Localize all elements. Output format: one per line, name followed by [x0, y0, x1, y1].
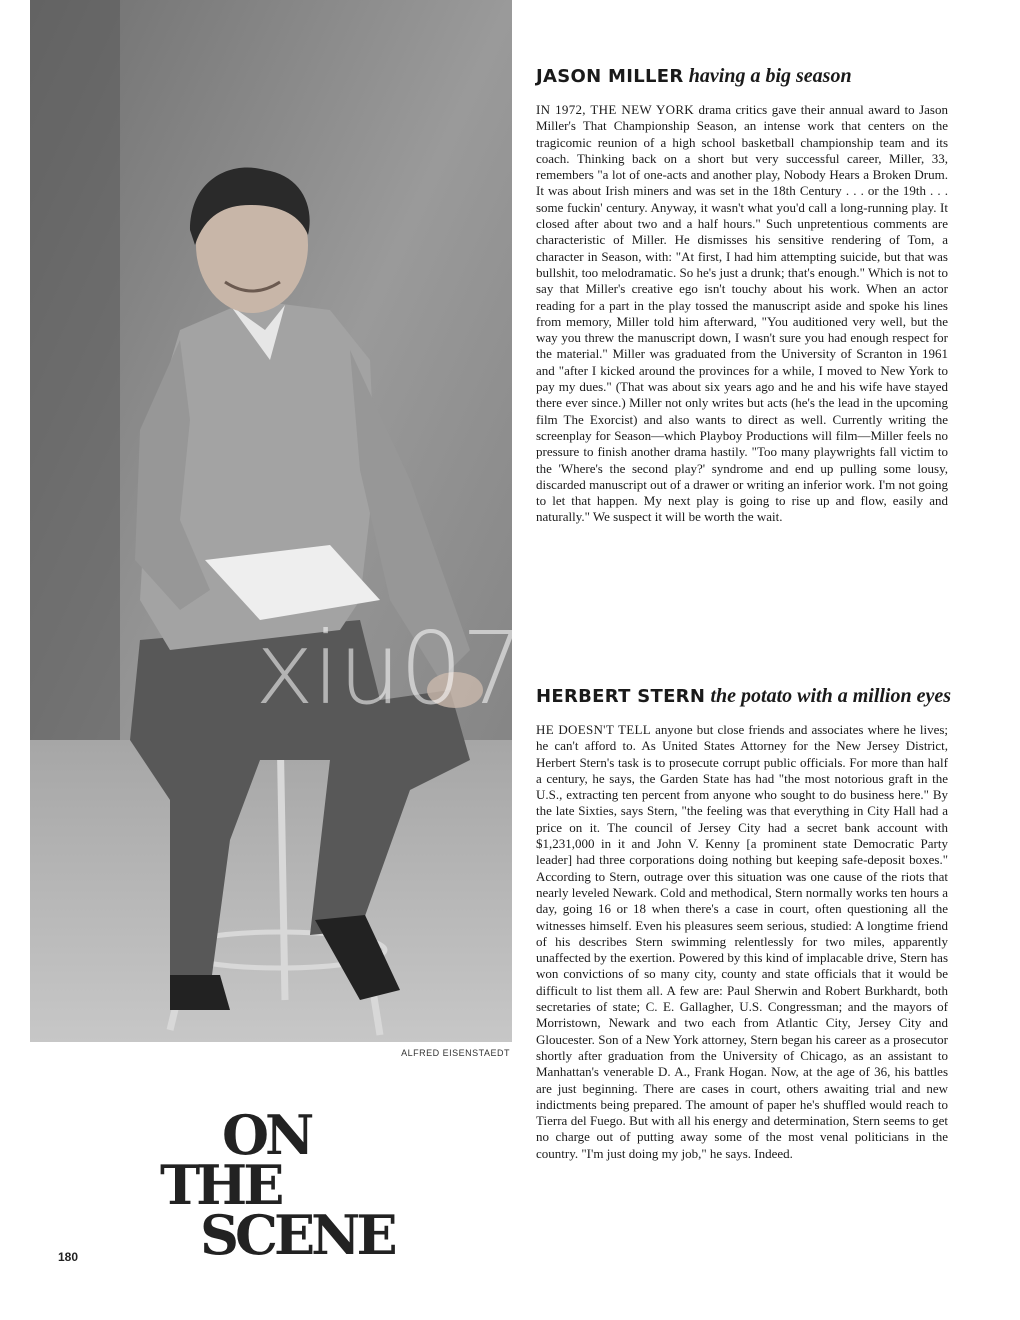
- article-headline: [536, 682, 952, 710]
- article-herbert-stern: [536, 682, 952, 1162]
- article-headline: [536, 62, 948, 90]
- on-the-scene-logo: [160, 1103, 450, 1268]
- article-jason-miller: [536, 62, 948, 526]
- article-name: JASON MILLER: [536, 66, 684, 87]
- watermark-text: xiu07: [255, 610, 523, 727]
- logo-line-1: ON: [222, 1103, 311, 1167]
- article-body: [536, 102, 948, 526]
- logo-line-2: THE: [160, 1153, 281, 1217]
- article-text: anyone but close friends and associates where he lives; he can't afford to. As United States Attorney for the New Jersey District, Herbert Stern's task is to prosecute corrupt public officials. For more than half a century, he says, the Garden State has had "the most notorious graft in the U.S., extracting ten percent from anyone who sought to do business here." By the late Sixties, says Stern, "the feeling was that everything in City Hall had a price on it. The council of Jersey City had a secret bank account with $1,231,000 in it and John V. Kenny [a prominent state Democratic Party leader] had three corporations doing nothing but keeping safe-deposit boxes." According to Stern, outrage over this situation was one cause of the riots that nearly leveled Newark. Cold and methodical, Stern normally works ten hours a day, going 16 or 18 when there's a case in court, often questioning all the witnesses himself. Even his pleasures seem serious, studied: A longtime friend of his describes Stern swimming relentlessly for two miles, apparently unaffected by the exertion. Powered by this kind of implacable drive, Stern has won convictions of so many city, county and state officials that it would be difficult to list them all. A few are: Paul Sherwin and Robert Burkhardt, both secretaries of state; C. E. Gallagher, U.S. Congressman; and the mayors of Morristown, Newark and two each from Atlantic City, Jersey City and Gloucester. Son of a New York attorney, Stern began his career as a prosecutor shortly after graduation from the University of Chicago, as an assistant to Manhattan's venerable D. A., Frank Hogan. Now, at the age of 36, his battles are just beginning. There are cases in court, others awaiting trial and new indictments being prepared. The amount of paper he's shuffled would reach to Tierra del Fuego. But with all his energy and determination, Stern seems to get no charge out of putting away some of the most venal politicians in the country. "I'm just doing my job," he says. Indeed.: [536, 722, 949, 1161]
- article-tagline: having a big season: [688, 65, 852, 87]
- article-name: HERBERT STERN: [536, 686, 706, 707]
- portrait-photo: [30, 0, 512, 1042]
- article-tagline: the potato with a million eyes: [710, 685, 952, 707]
- article-body: [536, 722, 948, 1162]
- photo-credit: ALFRED EISENSTAEDT: [401, 1048, 510, 1058]
- article-lead-in: IN 1972, THE NEW YORK: [536, 102, 694, 117]
- article-lead-in: HE DOESN'T TELL: [536, 722, 651, 737]
- logo-line-3: SCENE: [200, 1203, 394, 1267]
- article-text: drama critics gave their annual award to Jason Miller's That Championship Season, an intense work that centers on the tragicomic reunion of a high school basketball championship team and its coach. Thinking back on a short but very successful career, Miller, 33, remembers "a lot of one-acts and another play, Nobody Hears a Broken Drum. It was about Irish miners and was set in the 18th Century . . . or the 19th . . . some fuckin' century. Anyway, it wasn't what you'd call a long-running play. It closed after about two and a half hours." Such unpretentious comments are characteristic of Miller. He dismisses his sensitive rendering of Tom, a character in Season, with: "At first, I had him attempting suicide, but that was bullshit, too melodramatic. So he's just a drunk; that's enough." Which is not to say that Miller's creative ego isn't touchy about his work. When an actor reading for a part in the play tossed the manuscript aside and spoke his lines from memory, Miller told him afterward, "You auditioned very well, but the way you threw the manuscript down, I wasn't sure you had enough respect for the material." Miller was graduated from the University of Scranton in 1961 and "after I kicked around the provinces for a while, I moved to New York to pay my dues." (That was about six years ago and he and his wife have stayed there ever since.) Miller not only writes but acts (he's the lead in the upcoming film The Exorcist) and also wants to direct as well. Currently writing the screenplay for Season—which Playboy Productions will film—Miller feels no pressure to finish another drama hastily. "Too many playwrights fall victim to the 'Where's the second play?' syndrome and end up pulling some lousy, discarded manuscript out of a drawer or writing an inferior work. I'm not going to let that happen. My next play is going to rise up and flow, easily and naturally." We suspect it will be worth the wait.: [536, 102, 948, 525]
- page-number: 180: [58, 1250, 79, 1264]
